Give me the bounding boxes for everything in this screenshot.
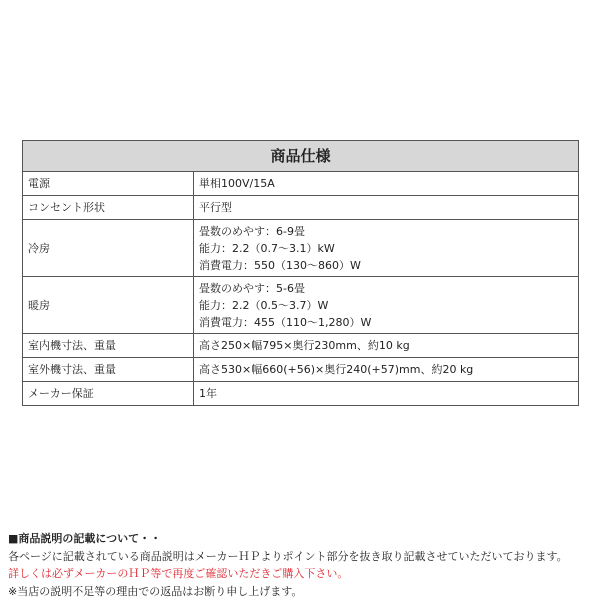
spec-table: [22, 140, 579, 406]
spec-value: [194, 334, 579, 358]
notes-line: 各ページに記載されている商品説明はメーカーＨＰよりポイント部分を抜き取り記載させていただいております。: [8, 549, 568, 563]
spec-value: [194, 382, 579, 406]
spec-value-line: 消費電力：550（130〜860）W: [199, 258, 361, 272]
spec-row-power: [23, 172, 579, 196]
spec-value-line: 能力：2.2（0.5〜3.7）W: [199, 298, 329, 312]
notes-heading: ■商品説明の記載について・・: [8, 532, 162, 545]
spec-row-heating: [23, 277, 579, 334]
spec-value: [194, 172, 579, 196]
notes-section: [8, 530, 600, 600]
spec-value: [194, 220, 579, 277]
spec-value-line: 畳数のめやす：6-9畳: [199, 224, 305, 238]
notes-warning: 詳しくは必ずメーカーのＨＰ等で再度ご確認いただきご購入下さい。: [8, 567, 349, 580]
spec-label: メーカー保証: [23, 382, 194, 406]
spec-row-outlet: [23, 196, 579, 220]
spec-value-line: 単相100V/15A: [199, 177, 275, 190]
spec-label: 電源: [23, 172, 194, 196]
spec-row-warranty: [23, 382, 579, 406]
spec-label: 室外機寸法、重量: [23, 358, 194, 382]
spec-value: [194, 277, 579, 334]
spec-title: 商品仕様: [23, 141, 579, 172]
spec-value: [194, 358, 579, 382]
spec-row-cooling: [23, 220, 579, 277]
spec-value-line: 消費電力：455（110〜1,280）W: [199, 315, 372, 329]
spec-value-line: 平行型: [199, 201, 232, 214]
spec-label: 冷房: [23, 220, 194, 277]
spec-label: 暖房: [23, 277, 194, 334]
spec-header-row: [23, 141, 579, 172]
spec-value-line: 1年: [199, 387, 217, 400]
spec-value-line: 高さ530×幅660(+56)×奥行240(+57)mm、約20 kg: [199, 363, 474, 376]
spec-label: コンセント形状: [23, 196, 194, 220]
spec-value: [194, 196, 579, 220]
spec-row-outdoor-unit: [23, 358, 579, 382]
spec-row-indoor-unit: [23, 334, 579, 358]
spec-label: 室内機寸法、重量: [23, 334, 194, 358]
notes-line: ※当店の説明不足等の理由での返品はお断り申し上げます。: [8, 584, 303, 598]
spec-value-line: 畳数のめやす：5-6畳: [199, 281, 305, 295]
spec-value-line: 高さ250×幅795×奥行230mm、約10 kg: [199, 339, 410, 352]
spec-value-line: 能力：2.2（0.7〜3.1）kW: [199, 241, 335, 255]
